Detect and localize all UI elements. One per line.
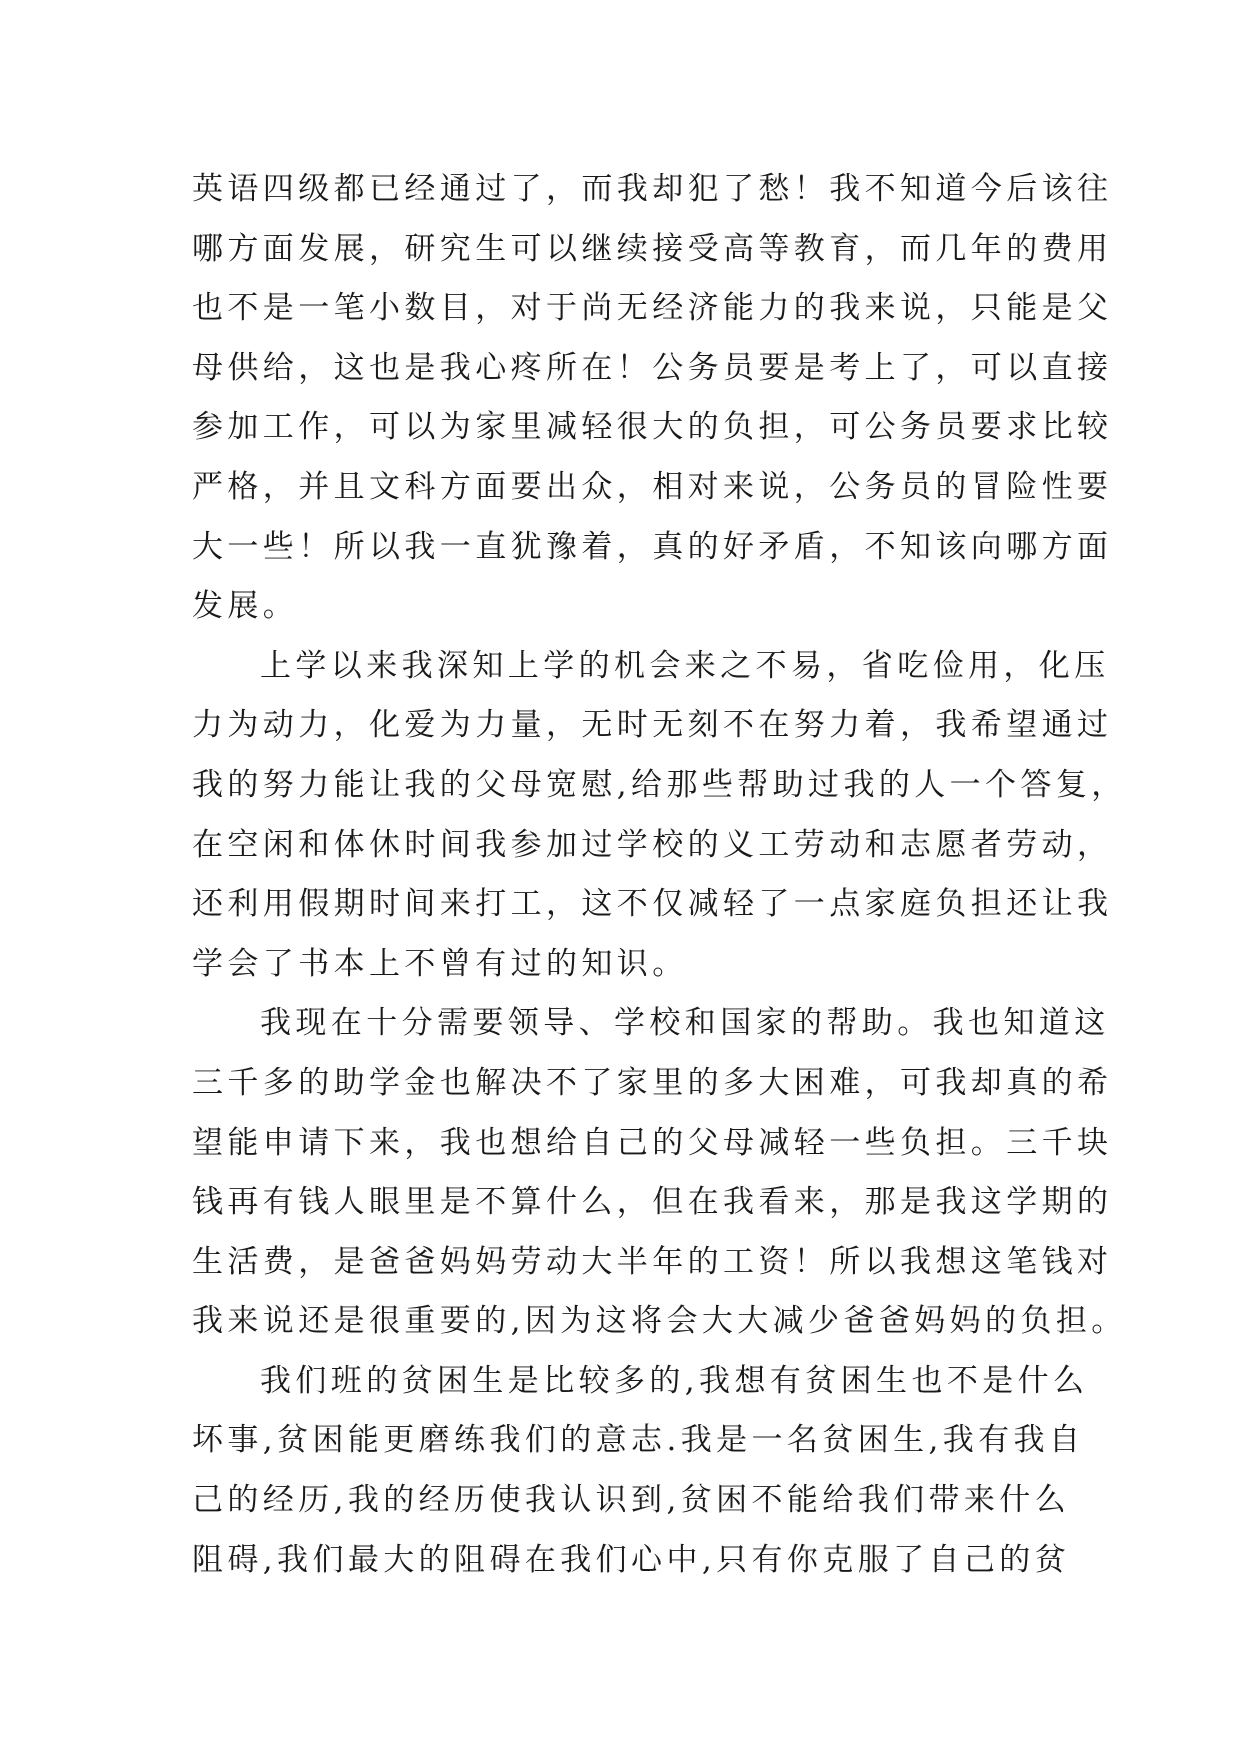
text-line: 力为动力，化爱为力量，无时无刻不在努力着，我希望通过 bbox=[192, 707, 1113, 744]
text-line: 参加工作，可以为家里减轻很大的负担，可公务员要求比较 bbox=[192, 409, 1113, 446]
text-line: 也不是一笔小数目，对于尚无经济能力的我来说，只能是父 bbox=[192, 290, 1113, 327]
text-line: 哪方面发展，研究生可以继续接受高等教育，而几年的费用 bbox=[192, 230, 1113, 267]
document-body bbox=[192, 160, 1127, 1590]
text-line: 学会了书本上不曾有过的知识。 bbox=[192, 945, 688, 982]
text-line: 严格，并且文科方面要出众，相对来说，公务员的冒险性要 bbox=[192, 468, 1113, 505]
text-line: 发展。 bbox=[192, 588, 299, 625]
text-line: 三千多的助学金也解决不了家里的多大困难，可我却真的希 bbox=[192, 1064, 1113, 1101]
paragraph-first-line: 我现在十分需要领导、学校和国家的帮助。我也知道这 bbox=[260, 1005, 1110, 1042]
text-line: 母供给，这也是我心疼所在！公务员要是考上了，可以直接 bbox=[192, 349, 1113, 386]
text-line: 我来说还是很重要的,因为这将会大大减少爸爸妈妈的负担。 bbox=[192, 1303, 1127, 1340]
text-line: 钱再有钱人眼里是不算什么，但在我看来，那是我这学期的 bbox=[192, 1184, 1113, 1221]
text-line: 阻碍,我们最大的阻碍在我们心中,只有你克服了自己的贫 bbox=[192, 1541, 1071, 1578]
text-line: 还利用假期时间来打工，这不仅减轻了一点家庭负担还让我 bbox=[192, 886, 1113, 923]
text-line: 望能申请下来，我也想给自己的父母减轻一些负担。三千块 bbox=[192, 1124, 1113, 1161]
text-line: 英语四级都已经通过了，而我却犯了愁！我不知道今后该往 bbox=[192, 171, 1113, 207]
text-line: 坏事,贫困能更磨练我们的意志.我是一名贫困生,我有我自 bbox=[192, 1422, 1085, 1459]
text-line: 己的经历,我的经历使我认识到,贫困不能给我们带来什么 bbox=[192, 1482, 1071, 1519]
text-line: 生活费，是爸爸妈妈劳动大半年的工资！所以我想这笔钱对 bbox=[192, 1243, 1113, 1280]
paragraph-first-line: 我们班的贫困生是比较多的,我想有贫困生也不是什么 bbox=[260, 1362, 1089, 1399]
text-line: 我的努力能让我的父母宽慰,给那些帮助过我的人一个答复， bbox=[192, 766, 1127, 803]
text-line: 大一些！所以我一直犹豫着，真的好矛盾，不知该向哪方面 bbox=[192, 528, 1113, 565]
paragraph-first-line: 上学以来我深知上学的机会来之不易，省吃俭用，化压 bbox=[260, 647, 1110, 684]
text-line: 在空闲和体休时间我参加过学校的义工劳动和志愿者劳动， bbox=[192, 826, 1113, 863]
